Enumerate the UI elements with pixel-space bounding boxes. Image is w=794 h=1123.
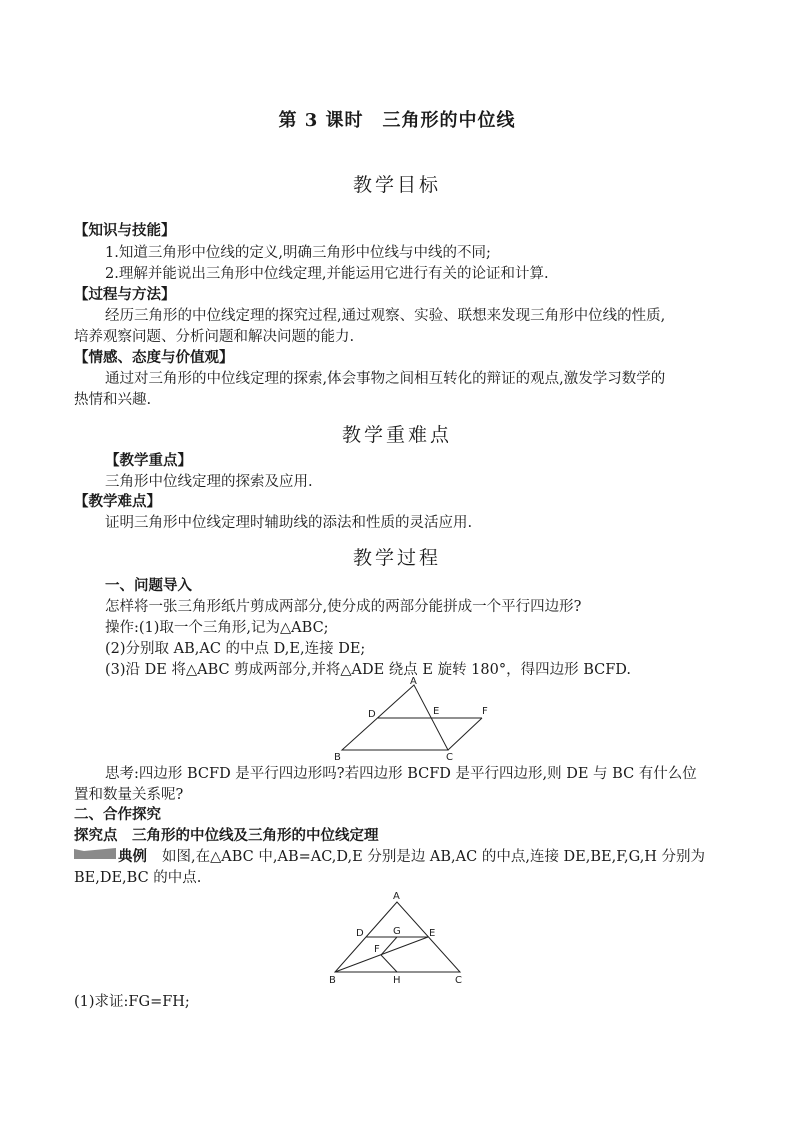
process-text-line-2: 培养观察问题、分析问题和解决问题的能力.	[74, 329, 355, 345]
figure1-label-a: A	[410, 676, 417, 687]
parallelogram-figure	[330, 676, 500, 761]
figure2-label-g: G	[393, 926, 401, 937]
example-text-line-2: BE,DE,BC 的中点.	[74, 870, 202, 886]
figure2-label-c: C	[455, 975, 462, 986]
knowledge-item-1: 1.知道三角形中位线的定义,明确三角形中位线与中线的不同;	[105, 245, 491, 261]
figure1-label-b: B	[334, 752, 341, 761]
thinking-question-line-1: 思考:四边形 BCFD 是平行四边形吗?若四边形 BCFD 是平行四边形,则 DE 与 BC 有什么位	[105, 766, 697, 782]
operation-step-1: 操作:(1)取一个三角形,记为△ABC;	[105, 620, 329, 636]
emotion-text-line-2: 热情和兴趣.	[74, 392, 152, 408]
example-label: 典例	[118, 848, 147, 865]
focus-label: 【教学重点】	[105, 452, 192, 469]
page-title: 第 3 课时 三角形的中位线	[278, 110, 516, 131]
figure1-label-e: E	[433, 706, 440, 717]
section-heading-process: 教学过程	[352, 547, 441, 569]
process-text-line-1: 经历三角形的中位线定理的探究过程,通过观察、实验、联想来发现三角形中位线的性质,	[105, 308, 666, 324]
part1-title: 一、问题导入	[105, 577, 192, 594]
process-label: 【过程与方法】	[74, 286, 176, 303]
focus-text: 三角形中位线定理的探索及应用.	[105, 474, 313, 490]
section-heading-key-points: 教学重难点	[341, 424, 452, 446]
example-text-line-1: 如图,在△ABC 中,AB=AC,D,E 分别是边 AB,AC 的中点,连接 DE,BE,F,G,H 分别为	[162, 849, 706, 865]
difficulty-text: 证明三角形中位线定理时辅助线的添法和性质的灵活应用.	[105, 515, 473, 531]
figure2-label-b: B	[329, 975, 336, 986]
figure2-label-a: A	[393, 891, 400, 902]
segment-cf	[448, 718, 482, 750]
figure2-label-h: H	[393, 975, 401, 986]
segment-fh	[381, 955, 397, 972]
example-bar-icon	[74, 848, 116, 859]
thinking-question-line-2: 置和数量关系呢?	[74, 787, 184, 803]
question-1: (1)求证:FG=FH;	[74, 994, 190, 1010]
difficulty-label: 【教学难点】	[74, 493, 161, 510]
question-intro: 怎样将一张三角形纸片剪成两部分,使分成的两部分能拼成一个平行四边形?	[105, 599, 582, 615]
figure2-label-f: F	[374, 944, 380, 955]
operation-step-3: (3)沿 DE 将△ABC 剪成两部分,并将△ADE 绕点 E 旋转 180°，得四边形 BCFD.	[105, 662, 632, 678]
knowledge-item-2: 2.理解并能说出三角形中位线定理,并能运用它进行有关的论证和计算.	[105, 266, 549, 282]
figure2-label-d: D	[356, 928, 364, 939]
figure2-label-e: E	[429, 928, 436, 939]
emotion-label: 【情感、态度与价值观】	[74, 349, 234, 366]
example-triangle-figure	[322, 888, 472, 988]
figure1-label-f: F	[482, 706, 488, 717]
section-heading-objectives: 教学目标	[352, 174, 441, 196]
segment-gf	[381, 937, 397, 955]
knowledge-label: 【知识与技能】	[74, 222, 176, 239]
part2-title: 二、合作探究	[74, 806, 161, 823]
operation-step-2: (2)分别取 AB,AC 的中点 D,E,连接 DE;	[105, 641, 366, 657]
emotion-text-line-1: 通过对三角形的中位线定理的探索,体会事物之间相互转化的辩证的观点,激发学习数学的	[105, 371, 666, 387]
figure1-label-d: D	[368, 709, 376, 720]
explore-point-title: 探究点 三角形的中位线及三角形的中位线定理	[74, 827, 379, 844]
figure1-label-c: C	[446, 752, 453, 761]
